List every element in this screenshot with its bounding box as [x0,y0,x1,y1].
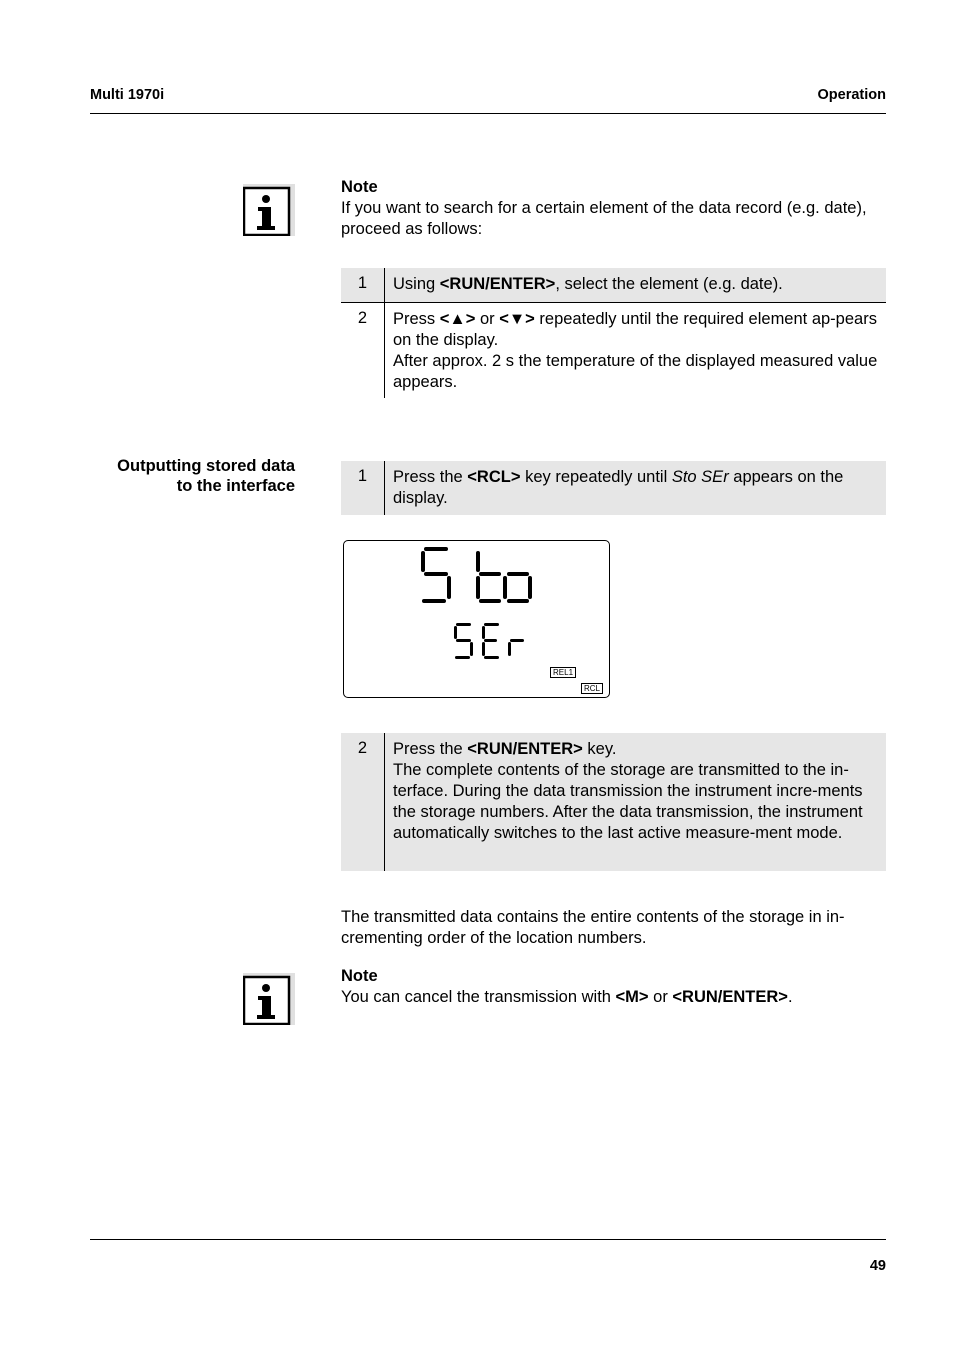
key-label: <M> [615,988,649,1006]
note-text: If you want to search for a certain element of the data record (e.g. date), proceed as follows: [341,199,867,238]
step-text [393,467,878,509]
text-span: key. [582,740,617,758]
key-label: <▲> [439,310,476,328]
step-text [393,274,878,295]
step-row [341,733,886,871]
step-number: 1 [357,274,368,292]
step-text [393,739,878,844]
section-heading-line: Outputting stored data [117,457,295,475]
header-left-title: Multi 1970i [90,87,165,103]
key-label: <RUN/ENTER> [439,275,556,293]
note-text [341,987,886,1008]
text-span: After approx. 2 s the temperature of the displayed measured value appears. [393,352,878,391]
key-label: <RUN/ENTER> [672,988,788,1006]
step-row [341,461,886,515]
text-span: The complete contents of the storage are transmitted to the in-terface. During the data transmission the instrument incre-ments the storage numbers. After the data transmission, the instrument automatically switches to the last active measure-ment mode. [393,761,863,842]
text-span: Press [393,310,440,328]
note-title: Note [341,178,378,196]
step-divider [384,303,385,398]
step-divider [384,461,385,515]
text-span: You can cancel the transmission with [341,988,616,1006]
step-number: 2 [357,739,368,757]
key-label: <RCL> [467,468,521,486]
step-row [341,303,886,398]
text-span: key repeatedly until [520,468,672,486]
rcl-indicator: RCL [581,683,603,694]
transmitted-data-paragraph: The transmitted data contains the entire contents of the storage in in-crementing order of the location numbers. [341,908,845,947]
step-number: 2 [357,309,368,327]
section-heading [117,456,295,496]
text-span: Press the [393,740,468,758]
text-span: Using [393,275,440,293]
section-heading-line: to the interface [176,477,295,495]
header-right-title: Operation [817,87,886,103]
info-icon [243,184,295,236]
text-span: Press the [393,468,468,486]
text-span: or [648,988,673,1006]
lcd-display [343,540,610,698]
note-title: Note [341,967,378,985]
text-span: . [787,988,793,1006]
key-label: <RUN/ENTER> [467,740,583,758]
text-span: or [475,310,500,328]
text-span: appears on the display. [393,468,844,507]
step-divider [384,733,385,871]
page-number: 49 [869,1258,886,1274]
step-number: 1 [357,467,368,485]
info-icon [243,973,295,1025]
step-row [341,268,886,302]
step-text [393,309,878,393]
rel1-indicator: REL1 [550,667,576,678]
key-label: <▼> [499,310,535,328]
text-span: , select the element (e.g. date). [555,275,783,293]
header-rule [90,113,886,114]
footer-rule [90,1239,886,1240]
text-span: repeatedly until the required element ap-pears on the display. [393,310,877,349]
step-divider [384,268,385,302]
display-text: Sto SEr [671,468,729,486]
